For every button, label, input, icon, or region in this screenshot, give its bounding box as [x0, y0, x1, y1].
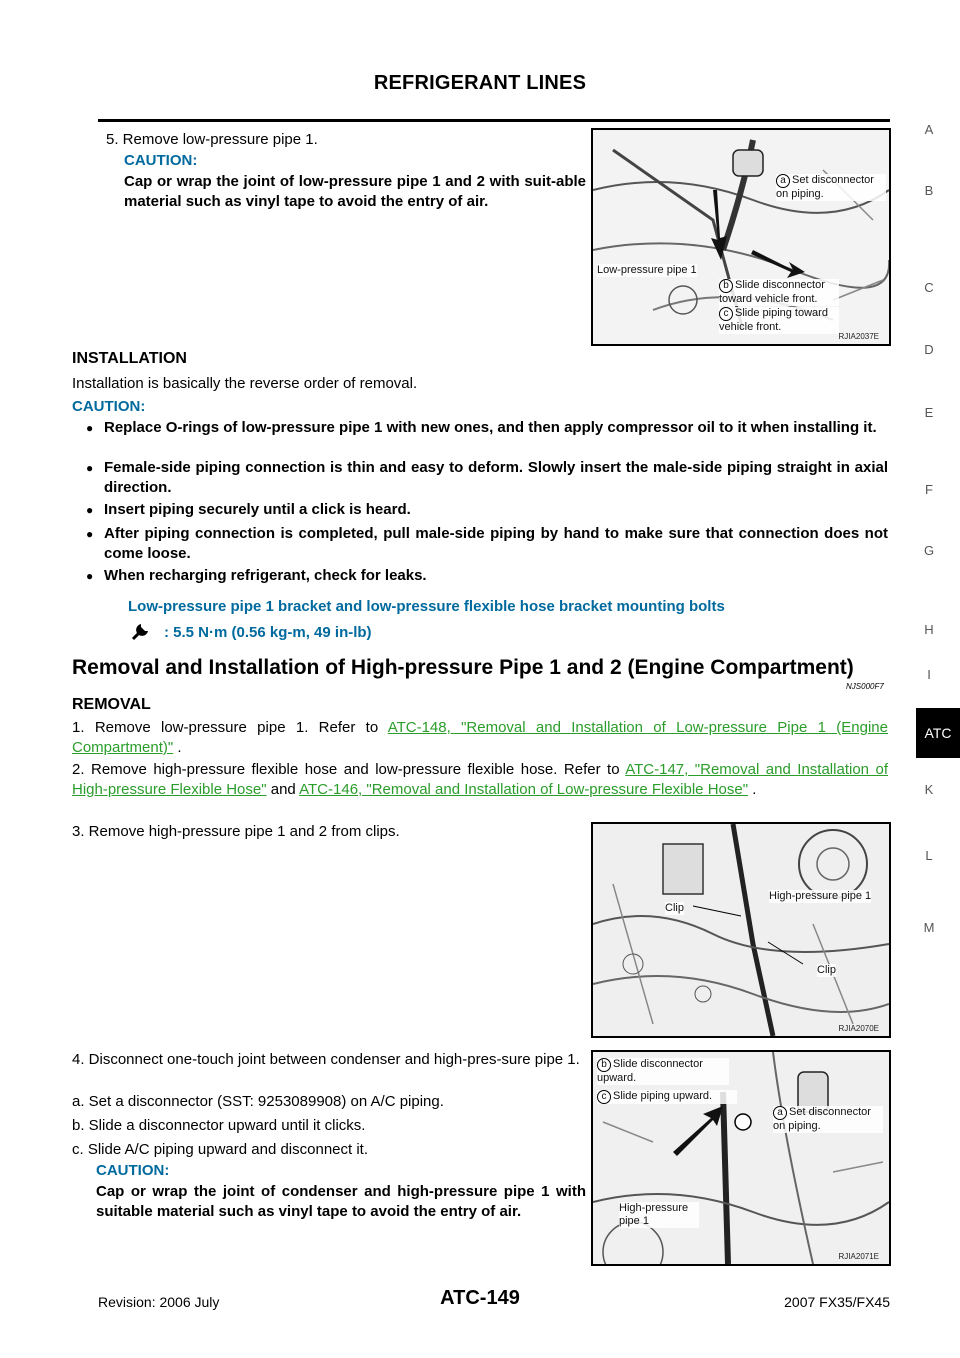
removal-step-1: 1. Remove low-pressure pipe 1. Refer to ATC-148, "Removal and Installation of Low-pressure Pipe 1 (Engine Compartment)" .	[72, 719, 888, 756]
section-tab-m[interactable]: M	[923, 920, 935, 935]
torque-wrench-icon	[130, 620, 152, 642]
bullet-icon: ●	[86, 527, 94, 541]
callout-high-pressure-pipe: High-pressure pipe 1	[769, 890, 872, 902]
torque-title: Low-pressure pipe 1 bracket and low-pressure flexible hose bracket mounting bolts	[128, 598, 725, 615]
removal-step-4c: c. Slide A/C piping upward and disconnect it.	[72, 1141, 369, 1158]
figure-code: RJIA2037E	[838, 332, 879, 341]
figure-high-pressure-pipe-clips	[591, 822, 891, 1038]
removal-step-3: 3. Remove high-pressure pipe 1 and 2 from clips.	[72, 823, 400, 840]
section-tab-l[interactable]: L	[925, 848, 933, 863]
removal-step-2: 2. Remove high-pressure flexible hose and low-pressure flexible hose. Refer to ATC-147, "Removal and Installation of High-pressure Flexible Hose" and ATC-146, "Removal and Installation of Low-pressure Flexible Hose" .	[72, 761, 888, 798]
section-code: NJS000F7	[846, 682, 884, 691]
section-tab-a[interactable]: A	[924, 122, 934, 137]
removal-caution-label: CAUTION:	[96, 1162, 170, 1179]
installation-heading: INSTALLATION	[72, 350, 187, 367]
engine-bay-clips-illustration	[593, 824, 889, 1036]
page-title: REFRIGERANT LINES	[373, 72, 587, 94]
figure-disconnect-joint	[591, 1050, 891, 1266]
figure-low-pressure-pipe	[591, 128, 891, 346]
header-rule	[98, 119, 890, 122]
caution-bullet-3: ● Insert piping securely until a click is heard.	[86, 501, 411, 518]
caution-bullet-5: ● When recharging refrigerant, check for leaks.	[86, 567, 427, 584]
caution-text: Cap or wrap the joint of low-pressure pipe 1 and 2 with suit-able material such as vinyl tape to avoid the entry of air.	[124, 173, 586, 210]
link-atc-148[interactable]: ATC-148, "Removal and Installation of Low-pressure Pipe 1 (Engine Compartment)"	[72, 719, 888, 756]
section-title: Removal and Installation of High-pressure Pipe 1 and 2 (Engine Compartment)	[72, 656, 854, 679]
callout-c: c Slide piping upward.	[597, 1090, 737, 1104]
bullet-icon: ●	[86, 421, 94, 435]
section-tab-e[interactable]: E	[924, 405, 934, 420]
callout-b: b Slide disconnector toward vehicle front.	[719, 279, 839, 306]
torque-value: : 5.5 N·m (0.56 kg-m, 49 in-lb)	[164, 624, 372, 641]
callout-clip-1: Clip	[665, 902, 684, 914]
footer-page-number: ATC-149	[440, 1287, 520, 1309]
callout-b: b Slide disconnector upward.	[597, 1058, 729, 1085]
section-tab-d[interactable]: D	[924, 342, 934, 357]
caution-bullet-2: ● Female-side piping connection is thin and easy to deform. Slowly insert the male-side piping straight in axial direction.	[86, 459, 888, 496]
link-atc-147[interactable]: ATC-147, "Removal and Installation of High-pressure Flexible Hose"	[72, 761, 888, 798]
footer-revision: Revision: 2006 July	[98, 1294, 220, 1310]
callout-clip-2: Clip	[817, 964, 836, 976]
bullet-icon: ●	[86, 461, 94, 475]
removal-heading: REMOVAL	[72, 696, 151, 713]
step-5: 5. Remove low-pressure pipe 1.	[106, 131, 318, 148]
caution-bullet-4: ● After piping connection is completed, pull male-side piping by hand to make sure that connection does not come loose.	[86, 525, 888, 562]
removal-caution-text: Cap or wrap the joint of condenser and high-pressure pipe 1 with suitable material such as vinyl tape to avoid the entry of air.	[96, 1183, 586, 1220]
figure-code: RJIA2071E	[838, 1252, 879, 1261]
installation-intro: Installation is basically the reverse order of removal.	[72, 375, 418, 392]
bullet-icon: ●	[86, 569, 94, 583]
footer-model: 2007 FX35/FX45	[784, 1294, 890, 1310]
callout-high-pressure-pipe: High-pressure pipe 1	[619, 1202, 699, 1228]
removal-step-4a: a. Set a disconnector (SST: 9253089908) on A/C piping.	[72, 1093, 444, 1110]
callout-a: a Set disconnector on piping.	[773, 1106, 883, 1133]
caution-label: CAUTION:	[124, 152, 198, 169]
figure-code: RJIA2070E	[838, 1024, 879, 1033]
section-tab-c[interactable]: C	[924, 280, 934, 295]
section-tab-k[interactable]: K	[924, 782, 934, 797]
section-tab-atc-active[interactable]: ATC	[916, 708, 960, 758]
section-tab-i[interactable]: I	[927, 667, 931, 682]
section-tab-f[interactable]: F	[925, 482, 933, 497]
caution-bullet-1: ● Replace O-rings of low-pressure pipe 1 with new ones, and then apply compressor oil to it when installing it.	[86, 419, 877, 436]
removal-step-4: 4. Disconnect one-touch joint between condenser and high-pres-sure pipe 1.	[72, 1051, 580, 1068]
installation-caution-label: CAUTION:	[72, 398, 146, 415]
callout-c: c Slide piping toward vehicle front.	[719, 307, 839, 334]
section-tab-b[interactable]: B	[924, 183, 934, 198]
section-index	[916, 0, 960, 1358]
bullet-icon: ●	[86, 503, 94, 517]
section-tab-h[interactable]: H	[924, 622, 934, 637]
removal-step-4b: b. Slide a disconnector upward until it clicks.	[72, 1117, 366, 1134]
callout-pipe: Low-pressure pipe 1	[597, 264, 697, 276]
callout-a: a Set disconnector on piping.	[776, 174, 886, 201]
link-atc-146[interactable]: ATC-146, "Removal and Installation of Low-pressure Flexible Hose"	[299, 781, 749, 798]
section-tab-g[interactable]: G	[923, 543, 935, 558]
